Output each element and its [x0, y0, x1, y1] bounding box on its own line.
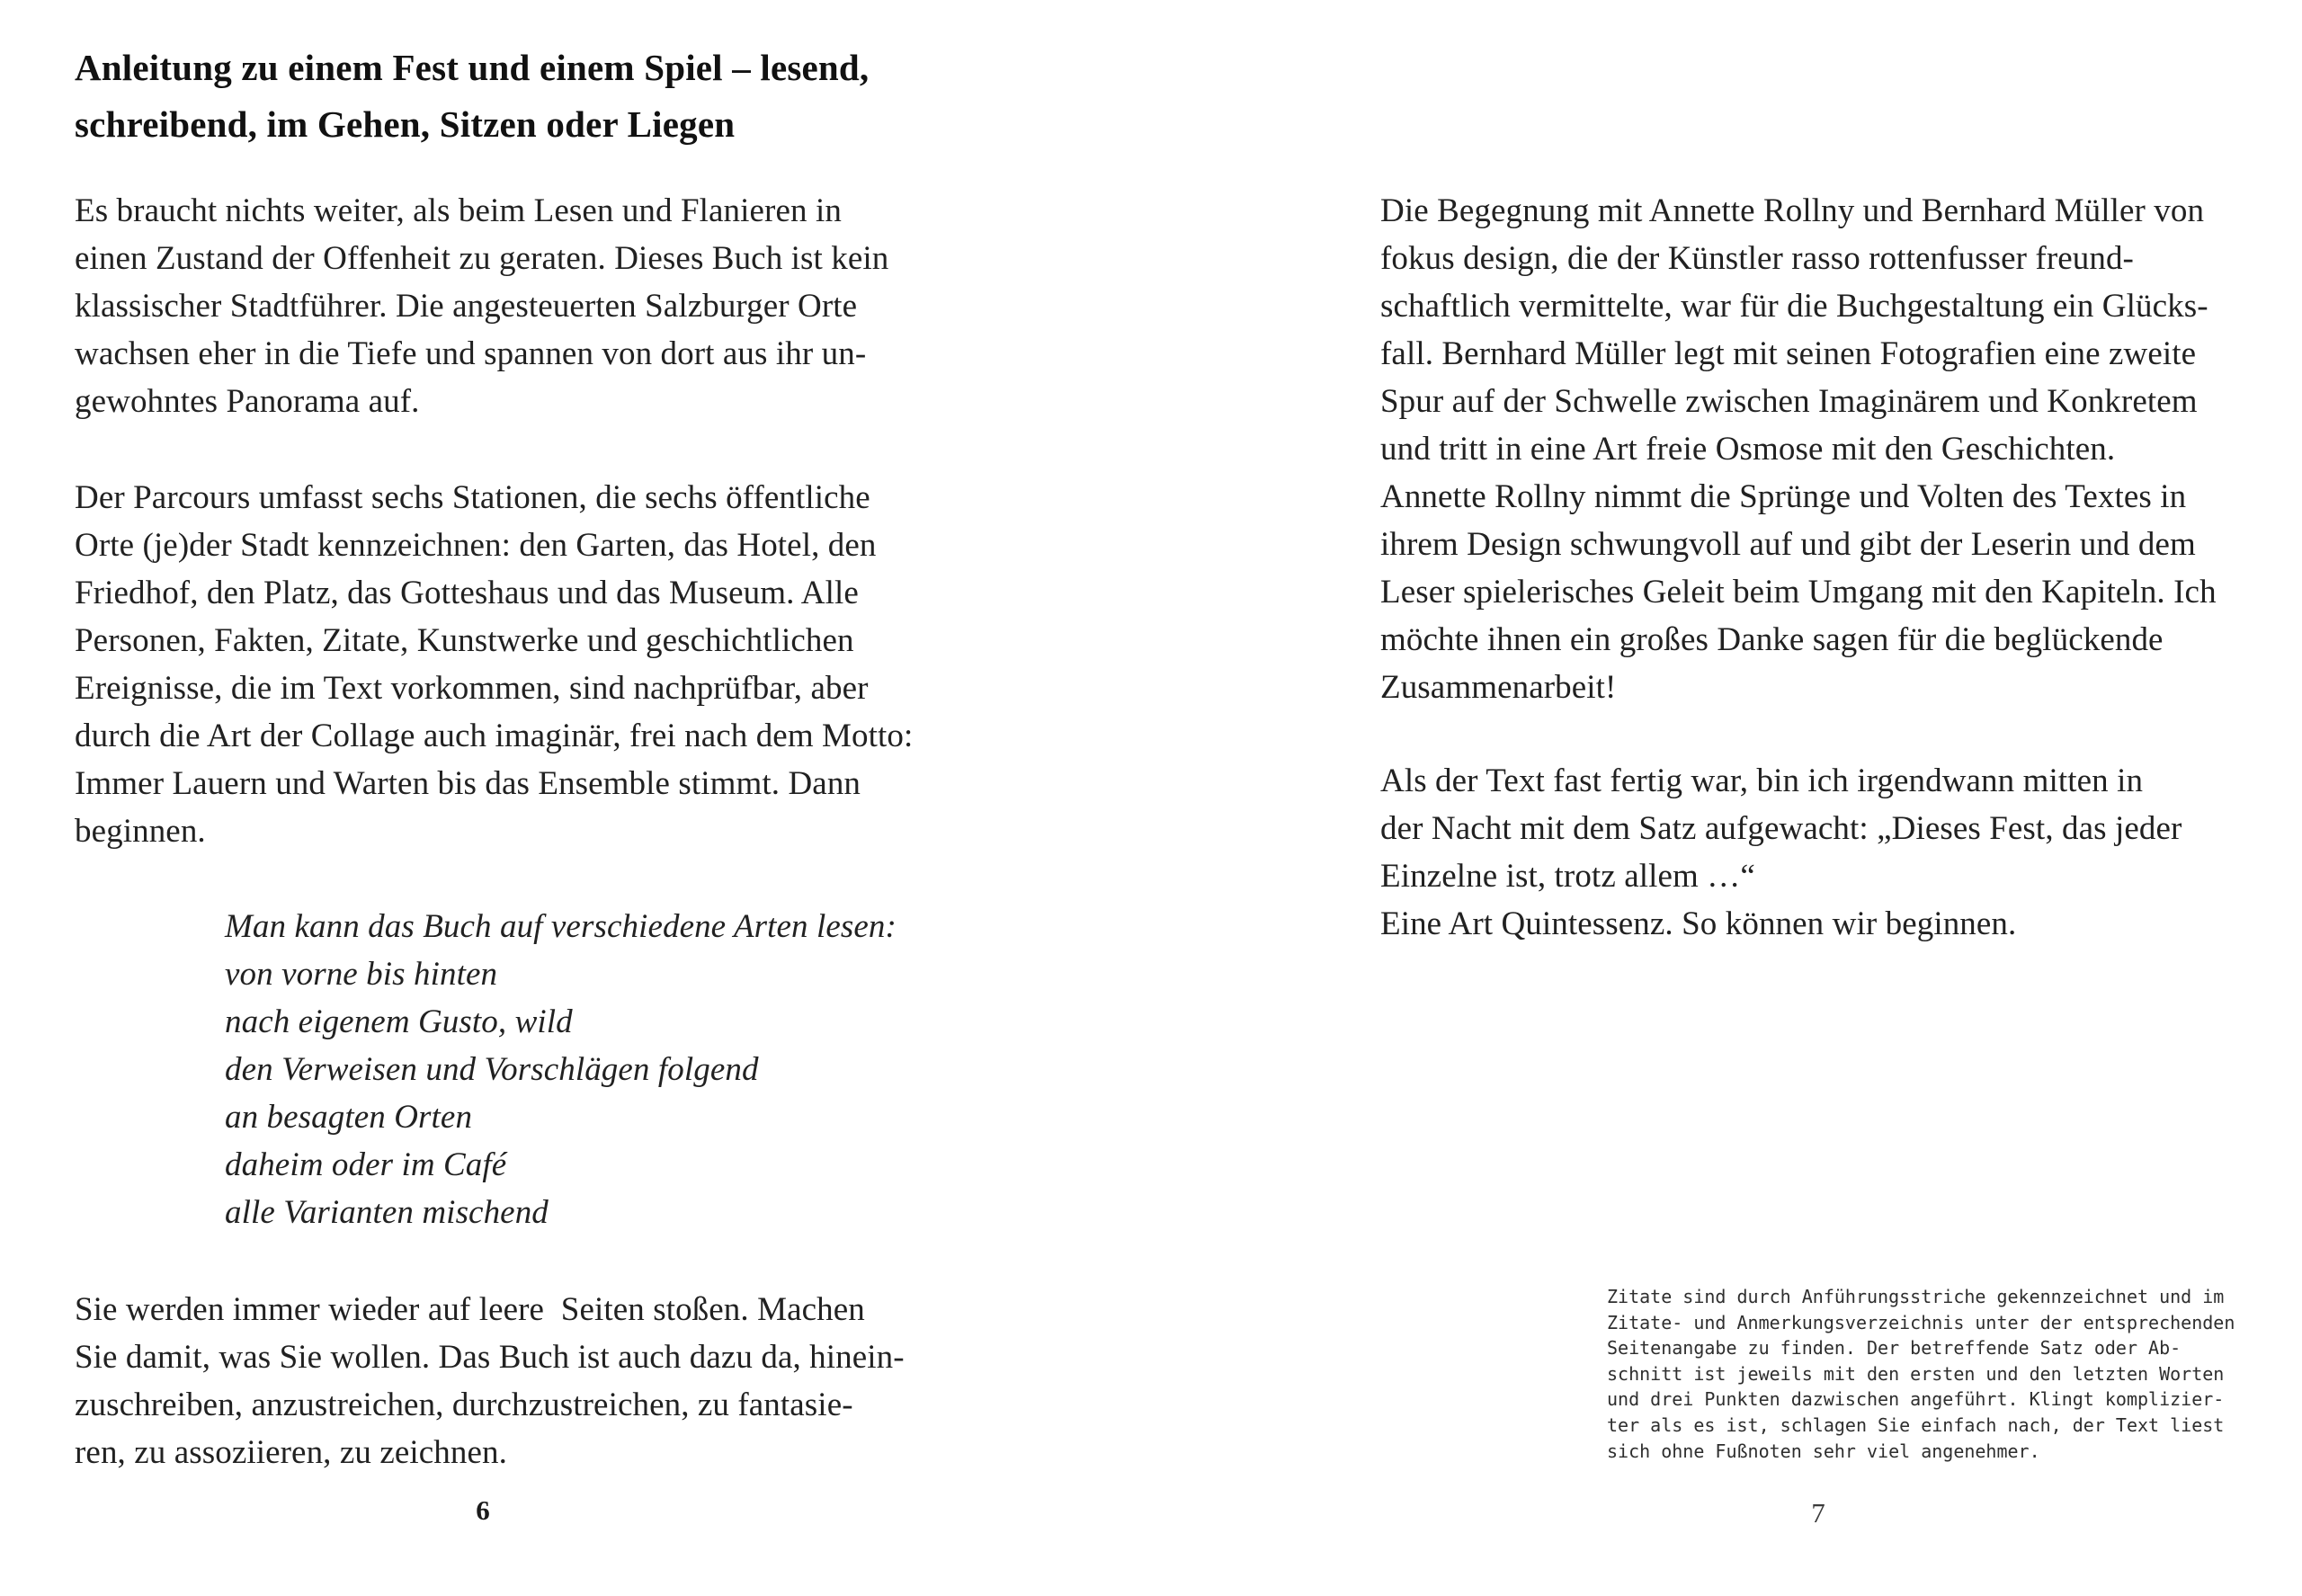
right-paragraph-design: Die Begegnung mit Annette Rollny und Bernhard Müller von fokus design, die der Künstler rasso rottenfusser freund- schaftlich vermittelte, war für die Buchgestaltung ein Glücks- fall. Bernhard Müller legt mit seinen Fotografien eine zweite Spur auf der Schwelle zwischen Imaginärem und Konkretem und tritt in eine Art freie Osmose mit den Geschichten. Annette Rollny nimmt die Sprünge und Volten des Textes in ihrem Design schwungvoll auf und gibt der Leserin und dem Leser spielerisches Geleit beim Umgang mit den Kapiteln. Ich möchte ihnen ein großes Danke sagen für die beglückende Zusammenarbeit!: [1380, 192, 2217, 706]
left-paragraph-empty-pages: Sie werden immer wieder auf leere Seiten stoßen. Machen Sie damit, was Sie wollen. Das Buch ist auch dazu da, hinein- zuschreiben, anzustreichen, durchzustreichen, zu fantasie- ren, zu assoziieren, zu zeichnen.: [75, 1291, 905, 1471]
left-paragraph-parcours: Der Parcours umfasst sechs Stationen, die sechs öffentliche Orte (je)der Stadt kennzeichnen: den Garten, das Hotel, den Friedhof, den Platz, das Gotteshaus und das Museum. Alle Personen, Fakten, Zitate, Kunstwerke und geschichtlichen Ereignisse, die im Text vorkommen, sind nachprüfbar, aber durch die Art der Collage auch imaginär, frei nach dem Motto: Immer Lauern und Warten bis das Ensemble stimmt. Dann beginnen.: [75, 479, 914, 850]
right-paragraph-quintessenz: Als der Text fast fertig war, bin ich irgendwann mitten in der Nacht mit dem Satz aufgewacht: „Dieses Fest, das jeder Einzelne ist, trotz allem …“ Eine Art Quintessenz. So können wir beginnen.: [1380, 762, 2182, 942]
footnote-zitate: Zitate sind durch Anführungsstriche gekennzeichnet und im Zitate- und Anmerkungsverzeichnis unter der entsprechenden Seitenangabe zu finden. Der betreffende Satz oder Ab- schnitt ist jeweils mit den ersten und den letzten Worten und drei Punkten dazwischen angeführt. Klingt komplizier- ter als es ist, schlagen Sie einfach nach, der Text liest sich ohne Fußnoten sehr viel angenehmer.: [1607, 1286, 2235, 1462]
left-paragraph-intro: Es braucht nichts weiter, als beim Lesen und Flanieren in einen Zustand der Offenheit zu geraten. Dieses Buch ist kein klassischer Stadtführer. Die angesteuerten Salzburger Orte wachsen eher in die Tiefe und spannen von dort aus ihr un- gewohntes Panorama auf.: [75, 192, 889, 420]
page-number-right: 7: [1811, 1497, 1825, 1529]
page-number-left: 6: [476, 1494, 490, 1526]
chapter-heading: Anleitung zu einem Fest und einem Spiel – lesend, schreibend, im Gehen, Sitzen oder Liegen: [75, 47, 870, 145]
reading-variants-verse: Man kann das Buch auf verschiedene Arten lesen: von vorne bis hinten nach eigenem Gusto, wild den Verweisen und Vorschlägen folgend an besagten Orten daheim oder im Café alle Varianten mischend: [225, 908, 897, 1231]
